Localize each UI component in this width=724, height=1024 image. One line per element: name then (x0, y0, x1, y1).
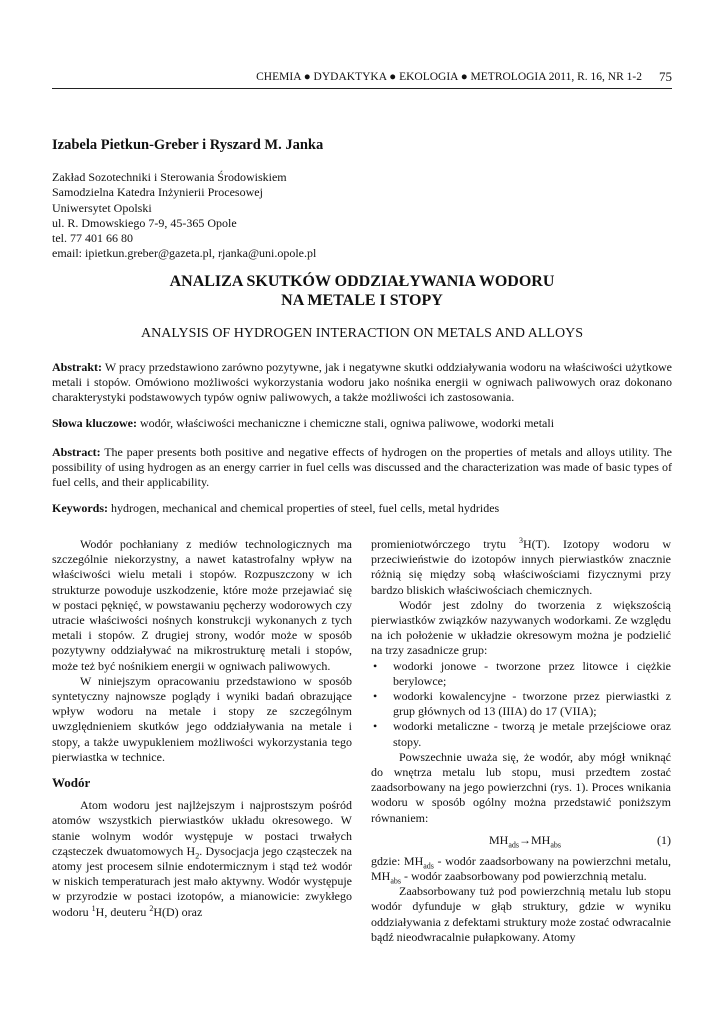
abstrakt-paragraph (52, 360, 672, 406)
equation-number: (1) (657, 832, 671, 847)
keywords-label: Keywords: (52, 501, 108, 515)
running-head (52, 68, 672, 89)
title-line: ANALIZA SKUTKÓW ODDZIAŁYWANIA WODORU (169, 273, 555, 290)
slowa-kluczowe-text: wodór, właściwości mechaniczne i chemiczne stali, ogniwa paliwowe, wodorki metali (140, 416, 555, 430)
abstract-text: The paper presents both positive and negative effects of hydrogen on the properties of metals and alloys utility. The possibility of using hydrogen as an energy carrier in fuel cells was discussed and the characterization was made of basic types of fuel cells, and their applicability. (52, 445, 672, 490)
journal-header: CHEMIA ● DYDAKTYKA ● EKOLOGIA ● METROLOGIA 2011, R. 16, NR 1-2 (256, 71, 642, 83)
slowa-kluczowe-label: Słowa kluczowe: (52, 416, 137, 430)
section-heading: Wodór (52, 775, 91, 791)
page-number: 75 (659, 69, 672, 84)
body-paragraph: Powszechnie uważa się, że wodór, aby mógł wniknąć do wnętrza metalu lub stopu, musi przedtem zostać zaadsorbowany na jego powierzchni (rys. 1). Proces wnikania wodoru w sposób ogólny można przedstawić poniższym równaniem: (371, 749, 671, 825)
title-line: NA METALE I STOPY (281, 292, 443, 309)
hydride-groups-list (371, 659, 671, 750)
affiliation-email: email: ipietkun.greber@gazeta.pl, rjanka@uni.opole.pl (52, 246, 317, 261)
keywords-paragraph (52, 501, 672, 516)
body-paragraph: Atom wodoru jest najlżejszym i najprostszym pośród atomów wszystkich pierwiastków układu okresowego. W stanie wolnym wodór występuje w postaci trwałych cząsteczek dwuatomowych $H_2$. Dysocjacja jego cząsteczek na atomy jest procesem silnie endotermicznym i stąd też wodór w niskich temperaturach jest mało aktywny. Wodór występuje w przyrodzie w postaci izotopów, a mianowicie: zwykłego wodoru $^1$H, deuteru $^2$H(D) oraz (52, 798, 352, 919)
abstract-label: Abstract: (52, 445, 101, 459)
slowa-kluczowe-paragraph (52, 416, 672, 431)
affiliation-line: Uniwersytet Opolski (52, 200, 152, 215)
equation-body: $MH_{ads}\to MH_{abs}$ (489, 832, 562, 850)
abstract-paragraph (52, 445, 672, 491)
affiliation-line: tel. 77 401 66 80 (52, 231, 133, 246)
abstrakt-text: W pracy przedstawiono zarówno pozytywne, jak i negatywne skutki oddziaływania wodoru na właściwości użytkowe metali i stopów. Omówiono możliwości wykorzystania wodoru jako nośnika energii w ogniwach paliwowych oraz dokonano charakterystyki podstawowych typów ogniw paliwowych, a także możliwości ich zastosowania. (52, 360, 672, 405)
affiliation-line: ul. R. Dmowskiego 7-9, 45-365 Opole (52, 215, 237, 230)
bullet-icon: • (373, 658, 378, 673)
body-paragraph: gdzie: $MH_{ads}$ - wodór zaadsorbowany na powierzchni metalu, $MH_{abs}$ - wodór zaabsorbowany pod powierzchnią metalu. (371, 853, 672, 886)
bullet-icon: • (373, 689, 378, 704)
left-column (52, 537, 352, 920)
authors: Izabela Pietkun-Greber i Ryszard M. Janka (52, 137, 324, 153)
body-paragraph: Wodór jest zdolny do tworzenia z większością pierwiastków związków nazywanych wodorkami. Ze względu na ich położenie w układzie okresowym można je podzielić na trzy zasadnicze grup: (371, 597, 671, 658)
body-paragraph: promieniotwórczego trytu $^3$H(T). Izotopy wodoru w przeciwieństwie do izotopów innych pierwiastków znacznie różnią się między sobą właściwościami fizycznymi przy bardzo bliskich właściwościach chemicznych. (371, 536, 671, 597)
affiliation-line: Samodzielna Katedra Inżynierii Procesowej (52, 185, 263, 200)
affiliation (52, 170, 316, 262)
body-paragraph: W niniejszym opracowaniu przedstawiono w sposób syntetyczny najnowsze poglądy i wyniki badań obrazujące wpływ wodoru na metale i stopy ze szczególnym uwzględnieniem skutków jego oddziaływania na metale i stopy, a także uwypukleniem możliwości wykorzystania tego pierwiastka w technice. (52, 673, 352, 764)
equation-1 (371, 830, 671, 852)
body-paragraph: Wodór pochłaniany z mediów technologicznych ma szczególnie niekorzystny, a nawet katastrofalny wpływ na właściwości wielu metali i stopów. Rozpuszczony w ich strukturze powoduje uszkodzenie, które może przejawiać się w postaci pęknięć, w powstawaniu pęcherzy wodorowych czy utracie właściwości nośnych konstrukcji wykonanych z tych metali i stopów. Z drugiej strony, wodór może w sposób pozytywny oddziaływać na mikrostrukturę metali i stopów, może też być nośnikiem energii w ogniwach paliwowych. (52, 537, 352, 673)
right-column (371, 537, 671, 945)
list-item: • wodorki kowalencyjne - tworzone przez pierwiastki z grup głównych od 13 (IIIA) do 17 (VIIA); (373, 689, 671, 719)
list-item: • wodorki metaliczne - tworzą je metale przejściowe oraz stopy. (373, 719, 671, 749)
body-paragraph: Zaabsorbowany tuż pod powierzchnią metalu lub stopu wodór dyfunduje w głąb struktury, gdzie w wyniku oddziaływania z defektami struktury może zostać odwracalnie bądź nieodwracalnie pułapkowany. Atomy (371, 884, 671, 944)
paper-title-polish (52, 272, 672, 310)
affiliation-line: Zakład Sozotechniki i Sterowania Środowiskiem (52, 170, 287, 184)
bullet-icon: • (373, 719, 378, 734)
paper-title-english: ANALYSIS OF HYDROGEN INTERACTION ON METALS AND ALLOYS (141, 326, 583, 341)
abstrakt-label: Abstrakt: (52, 360, 102, 374)
keywords-text: hydrogen, mechanical and chemical properties of steel, fuel cells, metal hydrides (111, 501, 500, 515)
list-item: • wodorki jonowe - tworzone przez litowce i ciężkie berylowce; (373, 658, 671, 688)
